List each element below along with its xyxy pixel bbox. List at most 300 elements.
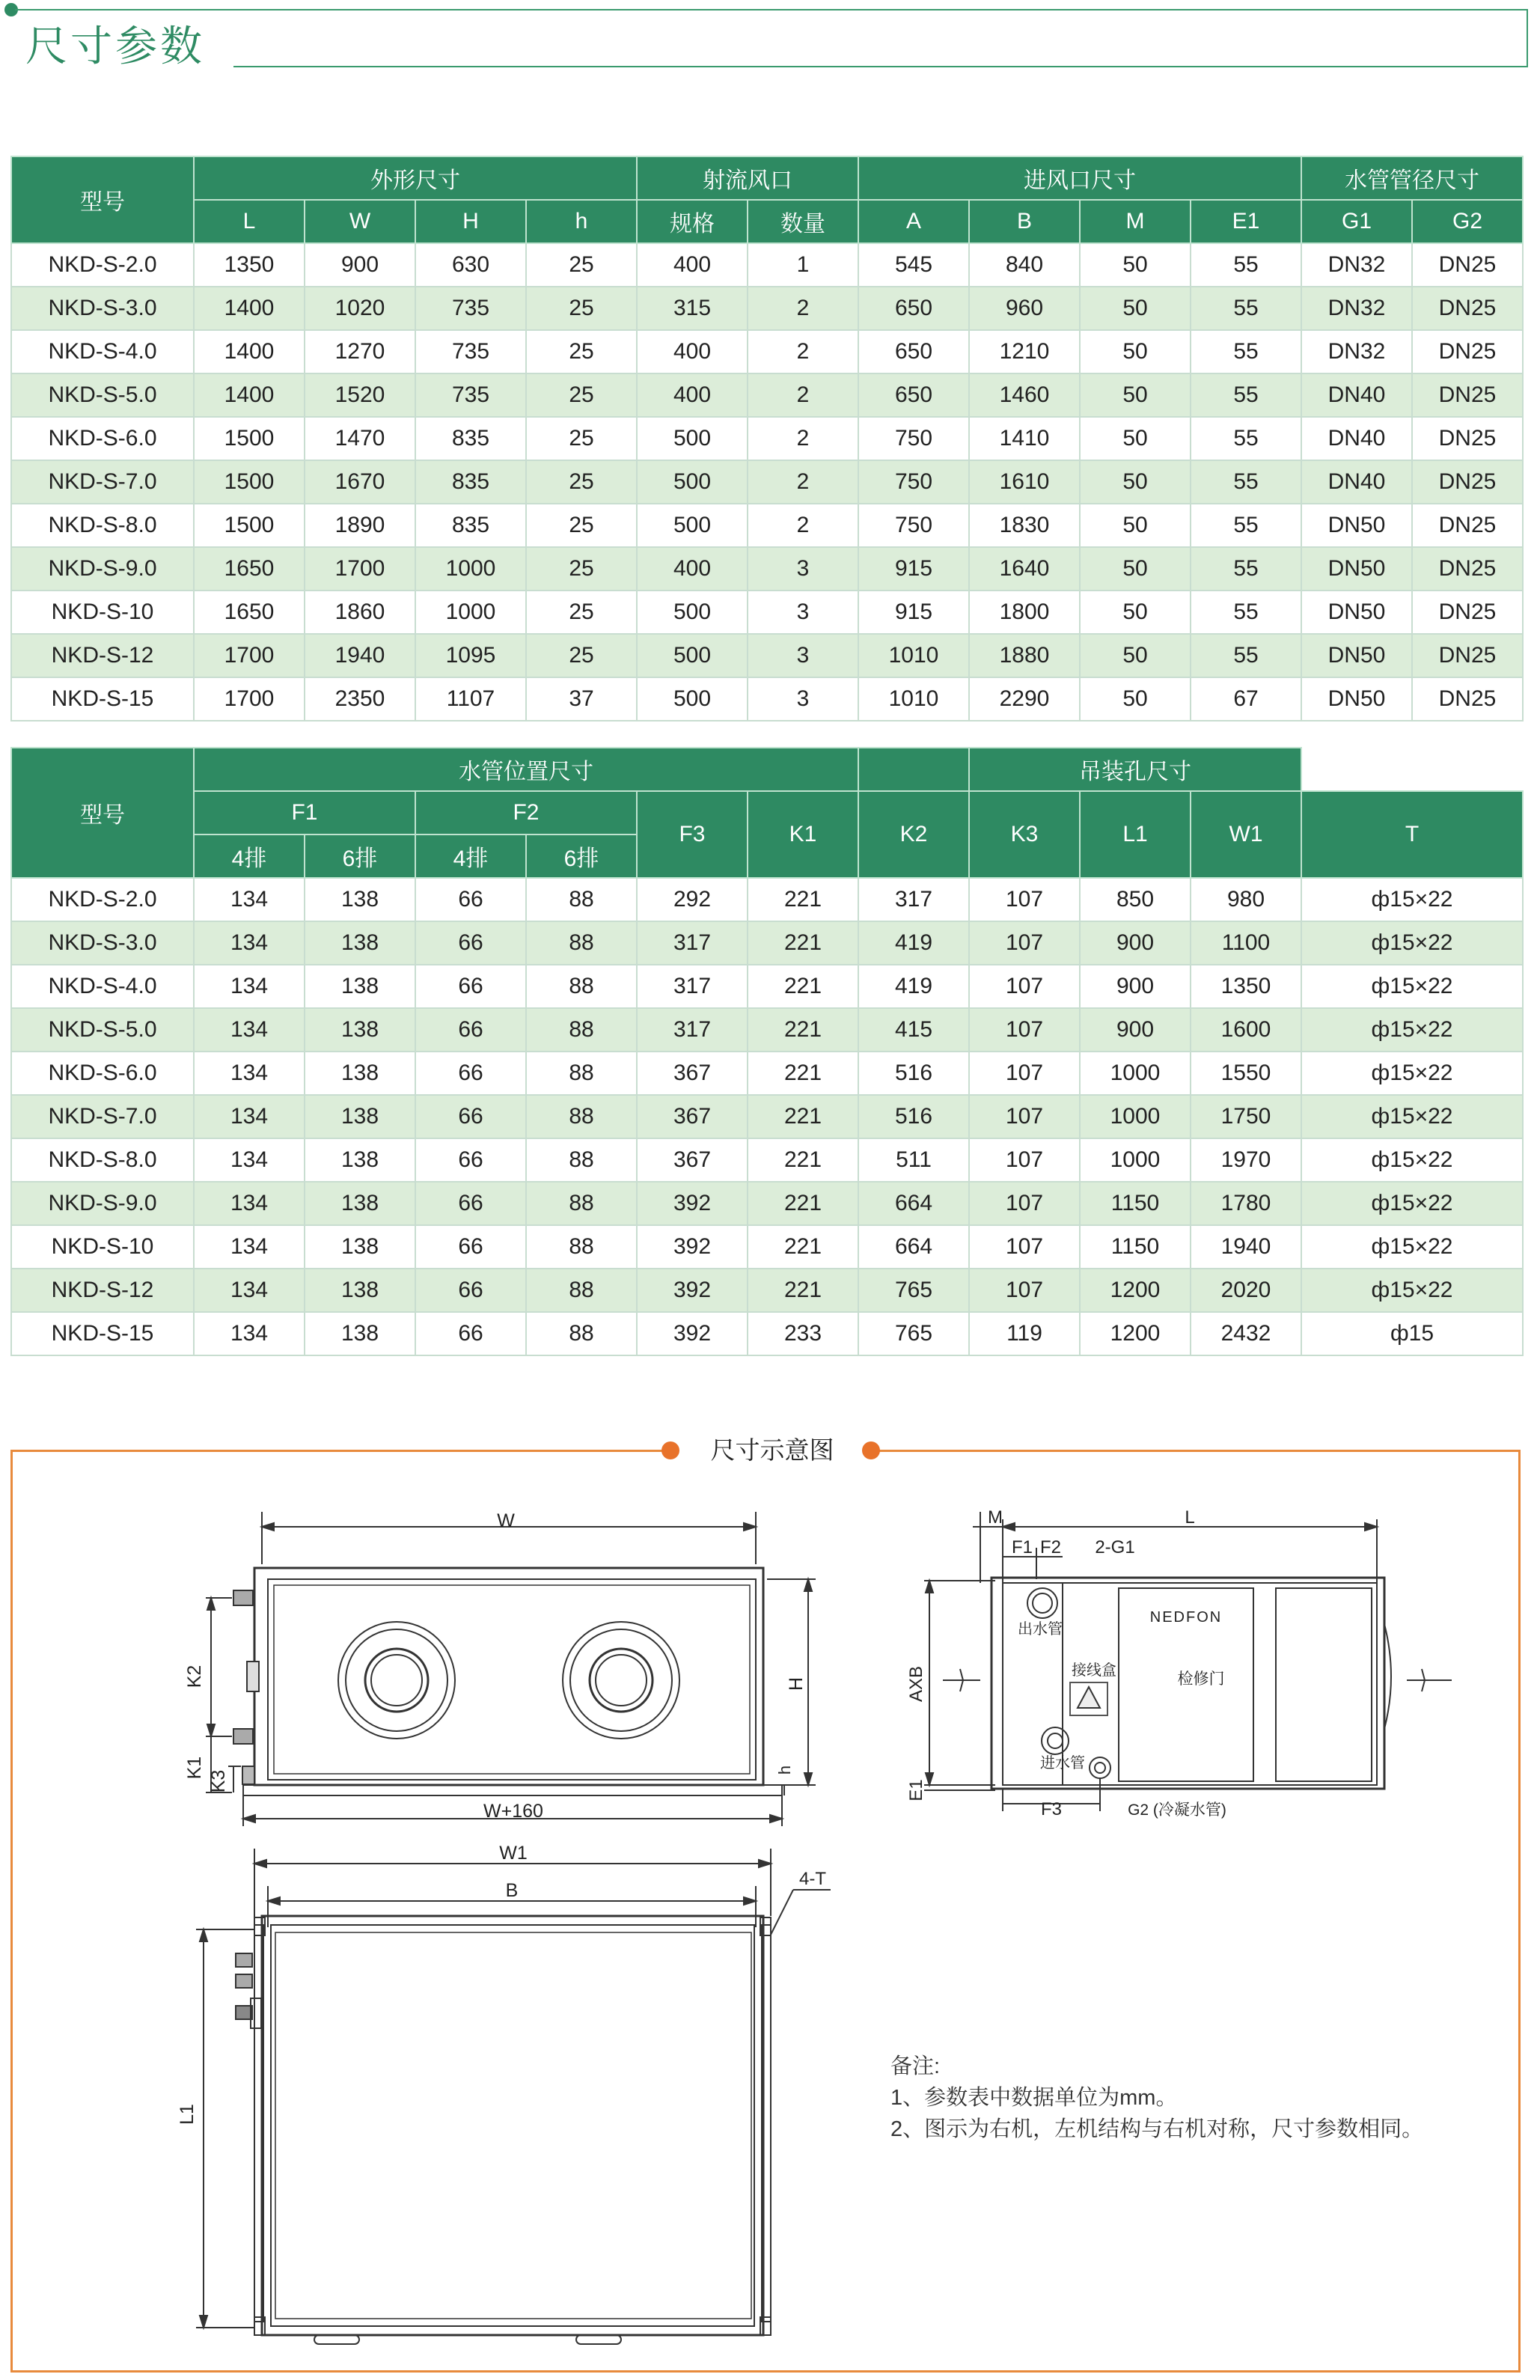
table-cell: 1500 [194,460,305,504]
notes-title: 备注: [890,2054,941,2078]
table-cell: 134 [194,1225,305,1269]
table-cell: 915 [858,547,969,591]
table-cell: 2 [748,330,858,373]
diagram-title: 尺寸示意图 [710,1436,834,1464]
table-cell: 317 [637,921,748,965]
table-cell: 25 [526,373,637,417]
model-cell: NKD-S-8.0 [11,1138,194,1182]
table-cell: 2 [748,417,858,460]
table-cell: 66 [415,1138,526,1182]
group-header-jet-outlet: 射流风口 [637,156,858,200]
table-cell: 292 [637,878,748,921]
col-header-h: H [415,200,526,243]
table-cell: 3 [748,677,858,721]
dim-g2-label: G2 (冷凝水管) [1128,1801,1226,1819]
table-cell: 1940 [1191,1225,1301,1269]
table-cell: 500 [637,677,748,721]
dim-k2-label: K2 [184,1665,205,1688]
table-cell: 88 [526,1008,637,1052]
table-cell: 3 [748,547,858,591]
table-cell: 1350 [1191,965,1301,1008]
model-cell: NKD-S-4.0 [11,330,194,373]
table-cell: 1410 [969,417,1080,460]
col-header-w1: W1 [1191,791,1301,878]
model-cell: NKD-S-10 [11,591,194,634]
table-cell: 1890 [305,504,415,547]
model-cell: NKD-S-6.0 [11,1052,194,1095]
model-cell: NKD-S-7.0 [11,460,194,504]
table-cell: 1400 [194,287,305,330]
table-cell: ф15 [1301,1312,1523,1355]
table-cell: 500 [637,504,748,547]
table-cell: 134 [194,1052,305,1095]
table-cell: DN25 [1412,591,1523,634]
outlet-pipe-label: 出水管 [1018,1621,1063,1638]
table-cell: 511 [858,1138,969,1182]
page-title: 尺寸参数 [25,22,205,70]
table-cell: 55 [1191,287,1301,330]
col-header-k2: K2 [858,791,969,878]
table-cell: 50 [1080,243,1191,287]
col-header-k1: K1 [748,791,858,878]
table-cell: 107 [969,1008,1080,1052]
table-cell: 55 [1191,373,1301,417]
table-cell: 66 [415,965,526,1008]
col-header-w: W [305,200,415,243]
table-cell: 221 [748,921,858,965]
table-cell: 1650 [194,591,305,634]
table-cell: 1000 [415,547,526,591]
table-cell: 1780 [1191,1182,1301,1225]
dim-e1-label: E1 [906,1779,926,1801]
group-header-pipe-size: 水管管径尺寸 [1301,156,1523,200]
table-cell: 1200 [1080,1312,1191,1355]
table-cell: 960 [969,287,1080,330]
model-cell: NKD-S-2.0 [11,878,194,921]
table-cell: 419 [858,921,969,965]
table-cell: 1150 [1080,1225,1191,1269]
table-cell: 134 [194,1095,305,1138]
table-cell: DN32 [1301,287,1412,330]
table-cell: 50 [1080,417,1191,460]
table-cell: 50 [1080,460,1191,504]
model-cell: NKD-S-10 [11,1225,194,1269]
table-cell: ф15×22 [1301,1269,1523,1312]
table-cell: 221 [748,878,858,921]
table-cell: 88 [526,1095,637,1138]
table-cell: 392 [637,1182,748,1225]
table-cell: 221 [748,1182,858,1225]
model-cell: NKD-S-9.0 [11,1182,194,1225]
dim-axb-label: AXB [906,1665,926,1703]
table-cell: 317 [637,965,748,1008]
col-header-k3: K3 [969,791,1080,878]
table-cell: ф15×22 [1301,1138,1523,1182]
table-cell: 1210 [969,330,1080,373]
col-header-f1-4row: 4排 [194,834,305,878]
table-cell: 1550 [1191,1052,1301,1095]
table-cell: 664 [858,1225,969,1269]
col-header-b: B [969,200,1080,243]
table-cell: 55 [1191,417,1301,460]
table-cell: DN25 [1412,504,1523,547]
table-cell: 2432 [1191,1312,1301,1355]
model-cell: NKD-S-3.0 [11,287,194,330]
model-cell: NKD-S-9.0 [11,547,194,591]
table-cell: 107 [969,1182,1080,1225]
table-cell: 134 [194,965,305,1008]
table-cell: 2350 [305,677,415,721]
table-cell: 221 [748,1008,858,1052]
table-cell: DN25 [1412,287,1523,330]
table-cell: DN50 [1301,591,1412,634]
table-cell: 66 [415,1095,526,1138]
table-cell: 66 [415,878,526,921]
table-cell: 25 [526,634,637,677]
col-header-l1: L1 [1080,791,1191,878]
col-header-g2: G2 [1412,200,1523,243]
table-cell: 66 [415,1269,526,1312]
table-cell: 138 [305,1138,415,1182]
table-cell: 50 [1080,287,1191,330]
table-cell: 138 [305,1052,415,1095]
table-cell: 1400 [194,373,305,417]
col-header-h: h [526,200,637,243]
table-cell: 55 [1191,634,1301,677]
table-cell: 835 [415,504,526,547]
table-cell: 500 [637,417,748,460]
table-cell: 107 [969,1269,1080,1312]
inlet-pipe-label: 进水管 [1040,1755,1085,1772]
table-cell: 66 [415,1225,526,1269]
table-cell: 138 [305,1269,415,1312]
dim-small-h-label: h [775,1765,794,1775]
table-cell: 500 [637,634,748,677]
table-cell: 138 [305,878,415,921]
table-cell: 1940 [305,634,415,677]
table-cell: 138 [305,1312,415,1355]
table-cell: 55 [1191,243,1301,287]
table-cell: 50 [1080,373,1191,417]
model-cell: NKD-S-15 [11,1312,194,1355]
table-cell: 545 [858,243,969,287]
table-cell: 233 [748,1312,858,1355]
model-cell: NKD-S-12 [11,634,194,677]
table-cell: 25 [526,591,637,634]
dim-w160-label: W+160 [483,1801,543,1822]
table-cell: DN25 [1412,330,1523,373]
table-cell: 400 [637,330,748,373]
dim-4t-label: 4-T [799,1869,826,1889]
table-cell: DN32 [1301,243,1412,287]
table-cell: DN50 [1301,504,1412,547]
col-header-f1-6row: 6排 [305,834,415,878]
table-cell: ф15×22 [1301,1008,1523,1052]
table-cell: 750 [858,460,969,504]
table-cell: 1800 [969,591,1080,634]
table-cell: 1970 [1191,1138,1301,1182]
table-cell: DN25 [1412,243,1523,287]
table-cell: 1000 [1080,1138,1191,1182]
table-cell: 221 [748,1052,858,1095]
table-cell: 107 [969,921,1080,965]
table-cell: 25 [526,547,637,591]
table-cell: 1460 [969,373,1080,417]
table-cell: 67 [1191,677,1301,721]
table-cell: 1860 [305,591,415,634]
model-cell: NKD-S-2.0 [11,243,194,287]
table-cell: 50 [1080,330,1191,373]
col-header-规格: 规格 [637,200,748,243]
table-cell: 50 [1080,547,1191,591]
table-cell: 1095 [415,634,526,677]
table-cell: 1200 [1080,1269,1191,1312]
table-cell: DN25 [1412,417,1523,460]
dim-w1-label: W1 [499,1843,528,1864]
note-item: 2、图示为右机，左机结构与右机对称，尺寸参数相同。 [890,2117,1424,2141]
table-cell: 392 [637,1225,748,1269]
table-cell: 1500 [194,504,305,547]
table-cell: 2 [748,504,858,547]
table-cell: 55 [1191,504,1301,547]
dim-k3-label: K3 [208,1769,229,1793]
table-cell: 1670 [305,460,415,504]
table-cell: 750 [858,417,969,460]
model-cell: NKD-S-6.0 [11,417,194,460]
table-cell: 221 [748,965,858,1008]
model-cell: NKD-S-4.0 [11,965,194,1008]
col-header-f1: F1 [194,791,415,834]
table-cell: 419 [858,965,969,1008]
table-cell: 317 [858,878,969,921]
table-cell: 55 [1191,330,1301,373]
model-cell: NKD-S-7.0 [11,1095,194,1138]
table-cell: 516 [858,1095,969,1138]
table-cell: 66 [415,921,526,965]
table-cell: 1350 [194,243,305,287]
dim-m-label: M [988,1507,1003,1528]
dim-h-label: H [786,1676,807,1691]
table-cell: 1600 [1191,1008,1301,1052]
table-cell: 138 [305,1095,415,1138]
table-cell: 50 [1080,504,1191,547]
dim-l1-label: L1 [177,2104,198,2125]
note-item: 1、参数表中数据单位为mm。 [890,2086,1178,2110]
table-cell: 107 [969,1052,1080,1095]
table-cell: 317 [637,1008,748,1052]
table-cell: 650 [858,373,969,417]
col-header-e1: E1 [1191,200,1301,243]
table-cell: 107 [969,1225,1080,1269]
table-cell: 25 [526,504,637,547]
table-cell: 107 [969,878,1080,921]
table-cell: 1880 [969,634,1080,677]
table-cell: 88 [526,878,637,921]
table-cell: 55 [1191,460,1301,504]
table-cell: DN32 [1301,330,1412,373]
table-cell: 1000 [415,591,526,634]
table-cell: 50 [1080,591,1191,634]
table-cell: 88 [526,1312,637,1355]
dim-g1-label: 2-G1 [1095,1537,1135,1557]
table-cell: 500 [637,591,748,634]
col-header-f2-6row: 6排 [526,834,637,878]
table-cell: 2290 [969,677,1080,721]
table-cell: 1270 [305,330,415,373]
table-cell: 1000 [1080,1095,1191,1138]
table-cell: 88 [526,1138,637,1182]
table-cell: 3 [748,591,858,634]
group-header-outline: 外形尺寸 [194,156,637,200]
table-cell: 134 [194,1312,305,1355]
table-cell: 55 [1191,591,1301,634]
col-header-f2: F2 [415,791,637,834]
table-cell: 900 [1080,921,1191,965]
table-cell: 630 [415,243,526,287]
table-cell: 315 [637,287,748,330]
col-header-t: T [1301,791,1523,878]
table-cell: 1400 [194,330,305,373]
table-cell: 1610 [969,460,1080,504]
table-cell: 1830 [969,504,1080,547]
table-cell: 400 [637,373,748,417]
col-header-l: L [194,200,305,243]
model-cell: NKD-S-5.0 [11,1008,194,1052]
table-cell: DN25 [1412,460,1523,504]
table-cell: 835 [415,460,526,504]
table-cell: 1700 [305,547,415,591]
table-cell: 1470 [305,417,415,460]
dim-k1-label: K1 [184,1756,205,1780]
table-cell: 2 [748,287,858,330]
table-cell: 900 [305,243,415,287]
dim-b-label: B [505,1880,519,1901]
table-cell: 1650 [194,547,305,591]
table-cell: 88 [526,1182,637,1225]
group-header-inlet: 进风口尺寸 [858,156,1301,200]
table-cell: 516 [858,1052,969,1095]
table-cell: 2 [748,373,858,417]
table-cell: 1 [748,243,858,287]
table-cell: 1500 [194,417,305,460]
table-cell: 25 [526,243,637,287]
junction-box-label: 接线盒 [1072,1662,1116,1679]
table-cell: 1640 [969,547,1080,591]
table-cell: 25 [526,417,637,460]
table-cell: 55 [1191,547,1301,591]
table-cell: 750 [858,504,969,547]
table-cell: 221 [748,1269,858,1312]
model-cell: NKD-S-12 [11,1269,194,1312]
table-cell: 134 [194,1008,305,1052]
table-cell: 980 [1191,878,1301,921]
table-cell: 735 [415,330,526,373]
table-cell: DN50 [1301,634,1412,677]
side-view-drawing [924,1512,1452,1811]
table-cell: 1107 [415,677,526,721]
table-cell: 415 [858,1008,969,1052]
table-cell: 735 [415,373,526,417]
table-cell: 134 [194,878,305,921]
table-cell: 650 [858,287,969,330]
table-cell: 1150 [1080,1182,1191,1225]
table-cell: 88 [526,1225,637,1269]
group-header-hanging-holes: 吊装孔尺寸 [969,748,1301,791]
table-cell: ф15×22 [1301,1182,1523,1225]
model-cell: NKD-S-5.0 [11,373,194,417]
table-cell: 392 [637,1312,748,1355]
table-cell: 50 [1080,634,1191,677]
table-cell: 1700 [194,634,305,677]
table-cell: 37 [526,677,637,721]
table-cell: 66 [415,1052,526,1095]
table-cell: 138 [305,1008,415,1052]
table-cell: 835 [415,417,526,460]
table-cell: 1520 [305,373,415,417]
table-cell: 134 [194,1138,305,1182]
table-cell: 367 [637,1095,748,1138]
table-cell: 221 [748,1095,858,1138]
table-cell: 66 [415,1008,526,1052]
table-cell: ф15×22 [1301,1052,1523,1095]
table-cell: 1020 [305,287,415,330]
table-cell: 66 [415,1182,526,1225]
table-cell: 735 [415,287,526,330]
table-cell: 221 [748,1138,858,1182]
model-cell: NKD-S-15 [11,677,194,721]
table-cell: 765 [858,1312,969,1355]
table-cell: DN25 [1412,373,1523,417]
table-cell: 138 [305,1225,415,1269]
table-cell: 2020 [1191,1269,1301,1312]
table-cell: DN50 [1301,677,1412,721]
table-cell: 134 [194,1269,305,1312]
model-cell: NKD-S-3.0 [11,921,194,965]
front-view-drawing [206,1512,816,1826]
brand-label: NEDFON [1149,1609,1223,1626]
table-cell: 900 [1080,965,1191,1008]
table-cell: DN25 [1412,634,1523,677]
top-view-drawing [196,1849,831,2344]
table-cell: 400 [637,547,748,591]
table-cell: 88 [526,1269,637,1312]
col-header-f3: F3 [637,791,748,878]
table-cell: 1010 [858,677,969,721]
table-cell: 138 [305,1182,415,1225]
table-cell: DN50 [1301,547,1412,591]
table-cell: 25 [526,330,637,373]
table-cell: 915 [858,591,969,634]
col-header-m: M [1080,200,1191,243]
dim-f2-label: F2 [1039,1537,1062,1557]
table-cell: 25 [526,460,637,504]
col-header-数量: 数量 [748,200,858,243]
table-cell: 134 [194,1182,305,1225]
table-cell: ф15×22 [1301,921,1523,965]
table-cell: DN25 [1412,677,1523,721]
table-cell: 3 [748,634,858,677]
table-cell: 50 [1080,677,1191,721]
table-cell: 850 [1080,878,1191,921]
table-cell: DN25 [1412,547,1523,591]
access-door-label: 检修门 [1177,1670,1225,1688]
table-cell: 400 [637,243,748,287]
table-cell: 392 [637,1269,748,1312]
table-cell: 107 [969,965,1080,1008]
table-cell: 25 [526,287,637,330]
table-cell: 1700 [194,677,305,721]
table-cell: 2 [748,460,858,504]
